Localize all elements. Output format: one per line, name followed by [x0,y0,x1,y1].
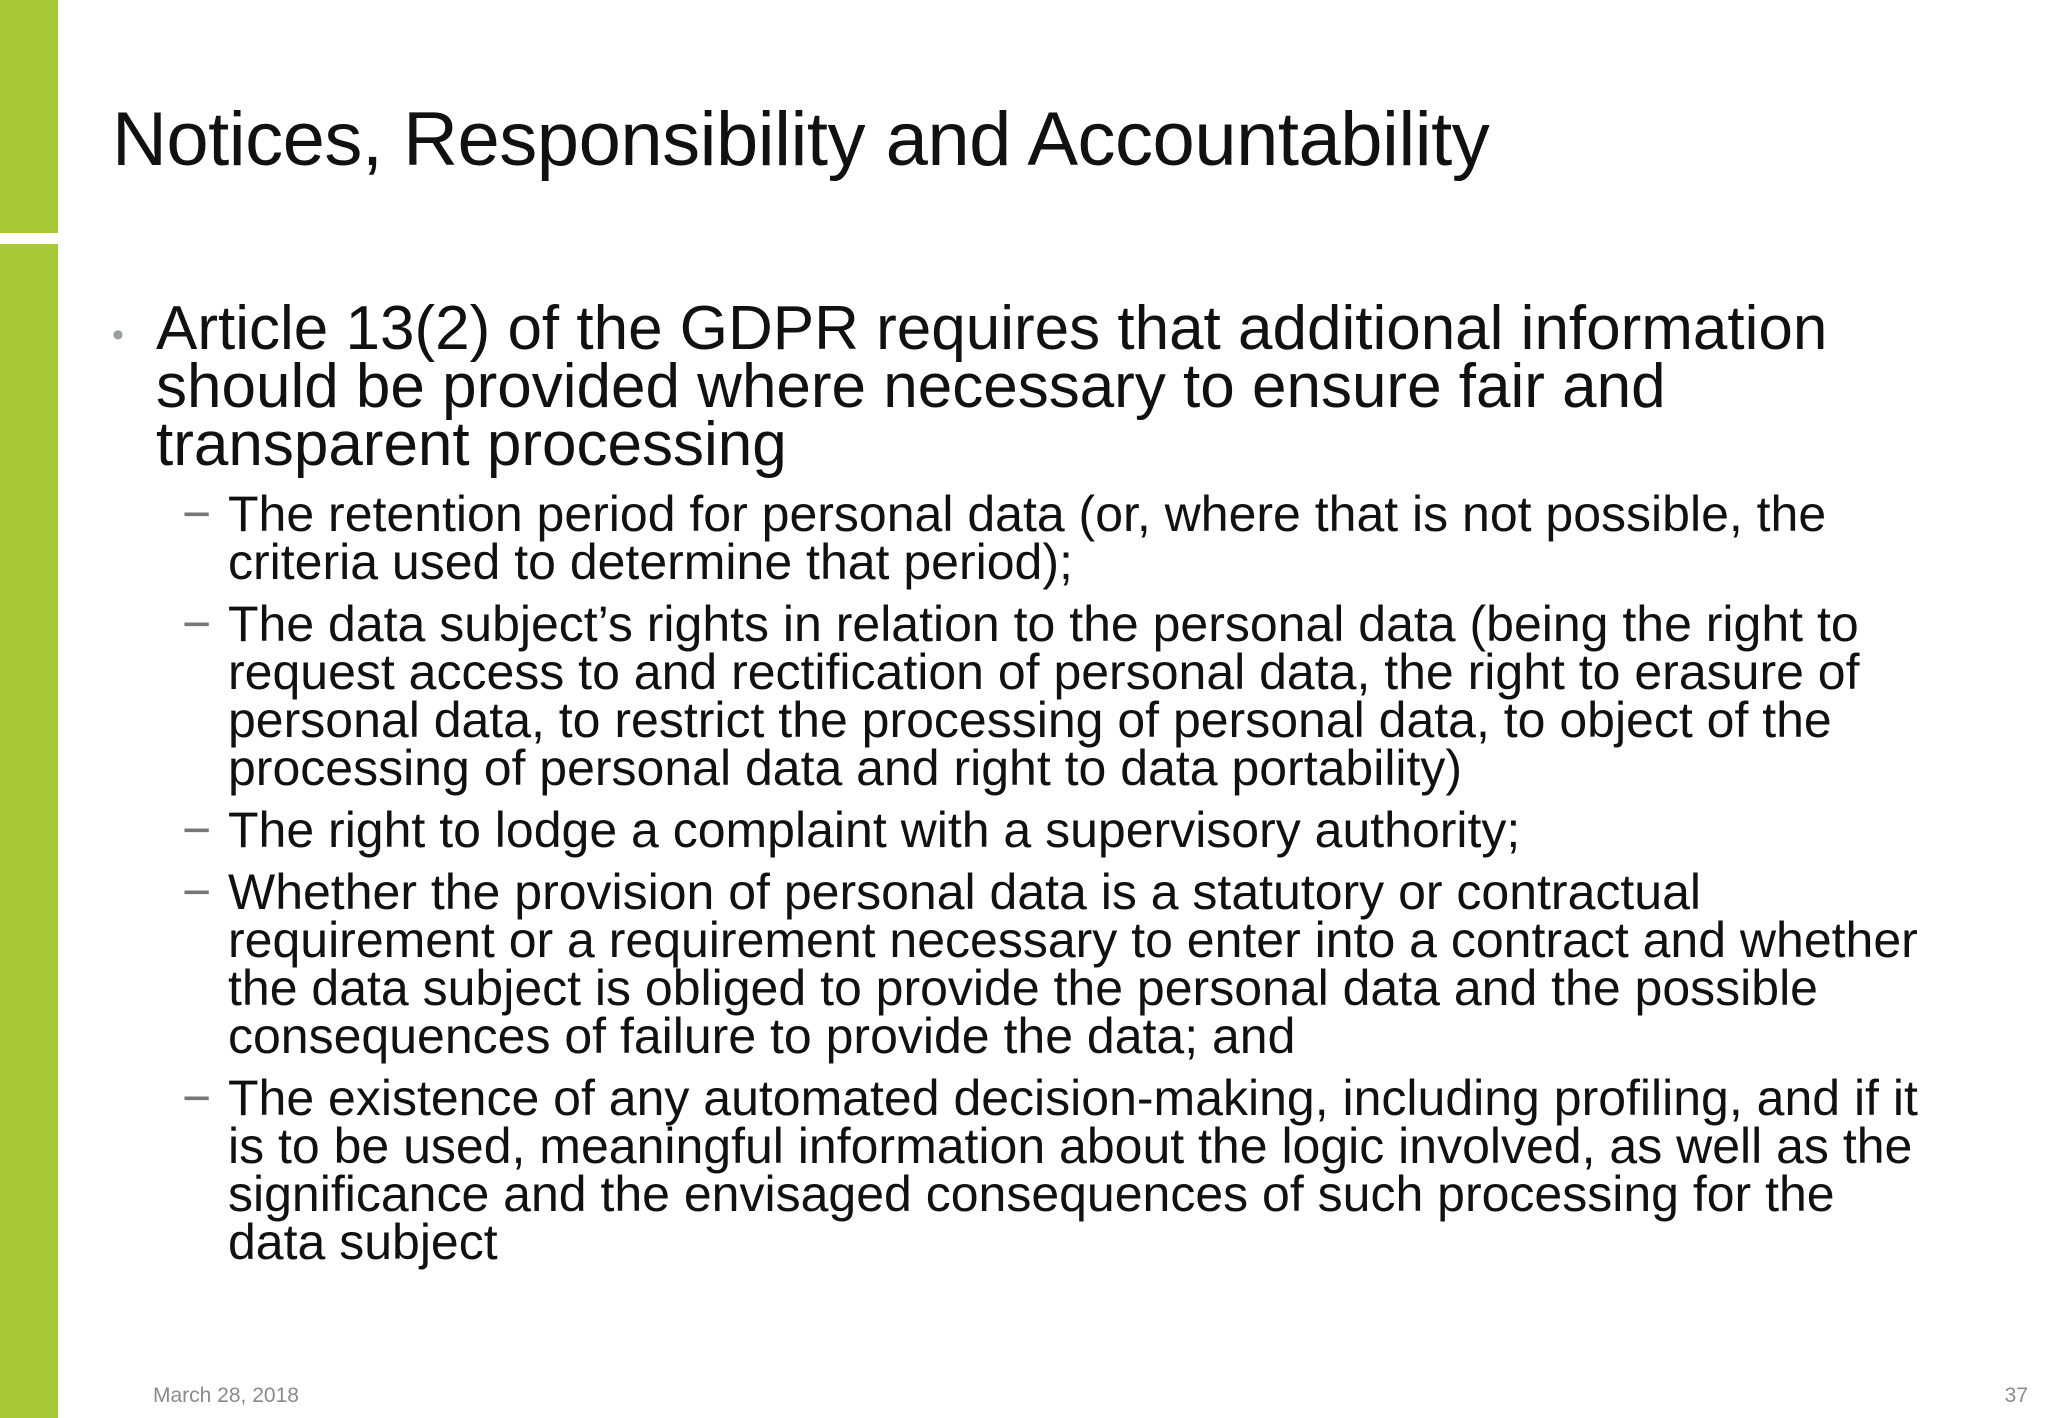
dash-icon: − [182,486,212,542]
dash-icon: − [182,802,212,858]
sub-bullet-item [182,802,1942,858]
sub-bullet-text: The data subject’s rights in relation to the personal data (being the right to request access to and rectification of personal data, the right to erasure of personal data, to restrict the processing of personal data, to object of the processing of personal data and right to data portability) [228,596,1860,796]
main-bullet-text: Article 13(2) of the GDPR requires that additional information should be provided where necessary to ensure fair and transparent processing [156,294,1828,479]
accent-bar-bottom [0,244,58,1418]
sub-bullet-item [182,864,1942,1064]
bullet-dot-icon: • [112,316,124,354]
sub-bullet-text: The retention period for personal data (or, where that is not possible, the criteria used to determine that period); [228,486,1827,590]
page-number: 37 [2004,1384,2028,1407]
sub-bullet-text: Whether the provision of personal data is a statutory or contractual requirement or a requirement necessary to enter into a contract and whether the data subject is obliged to provide the personal data and the possible consequences of failure to provide the data; and [228,864,1918,1064]
sub-bullet-item [182,1070,1942,1270]
sub-bullet-item [182,486,1942,590]
footer-date: March 28, 2018 [153,1384,299,1407]
accent-bar-top [0,0,58,233]
sub-bullet-text: The existence of any automated decision-making, including profiling, and if it is to be used, meaningful information about the logic involved, as well as the significance and the envisaged consequences of such processing for the data subject [228,1070,1918,1270]
sub-bullet-list [182,486,1942,1280]
sub-bullet-item [182,596,1942,796]
dash-icon: − [182,1070,212,1126]
dash-icon: − [182,596,212,652]
main-bullet [112,294,1902,479]
dash-icon: − [182,864,212,920]
slide-title: Notices, Responsibility and Accountability [112,97,1490,182]
sub-bullet-text: The right to lodge a complaint with a supervisory authority; [228,802,1521,858]
